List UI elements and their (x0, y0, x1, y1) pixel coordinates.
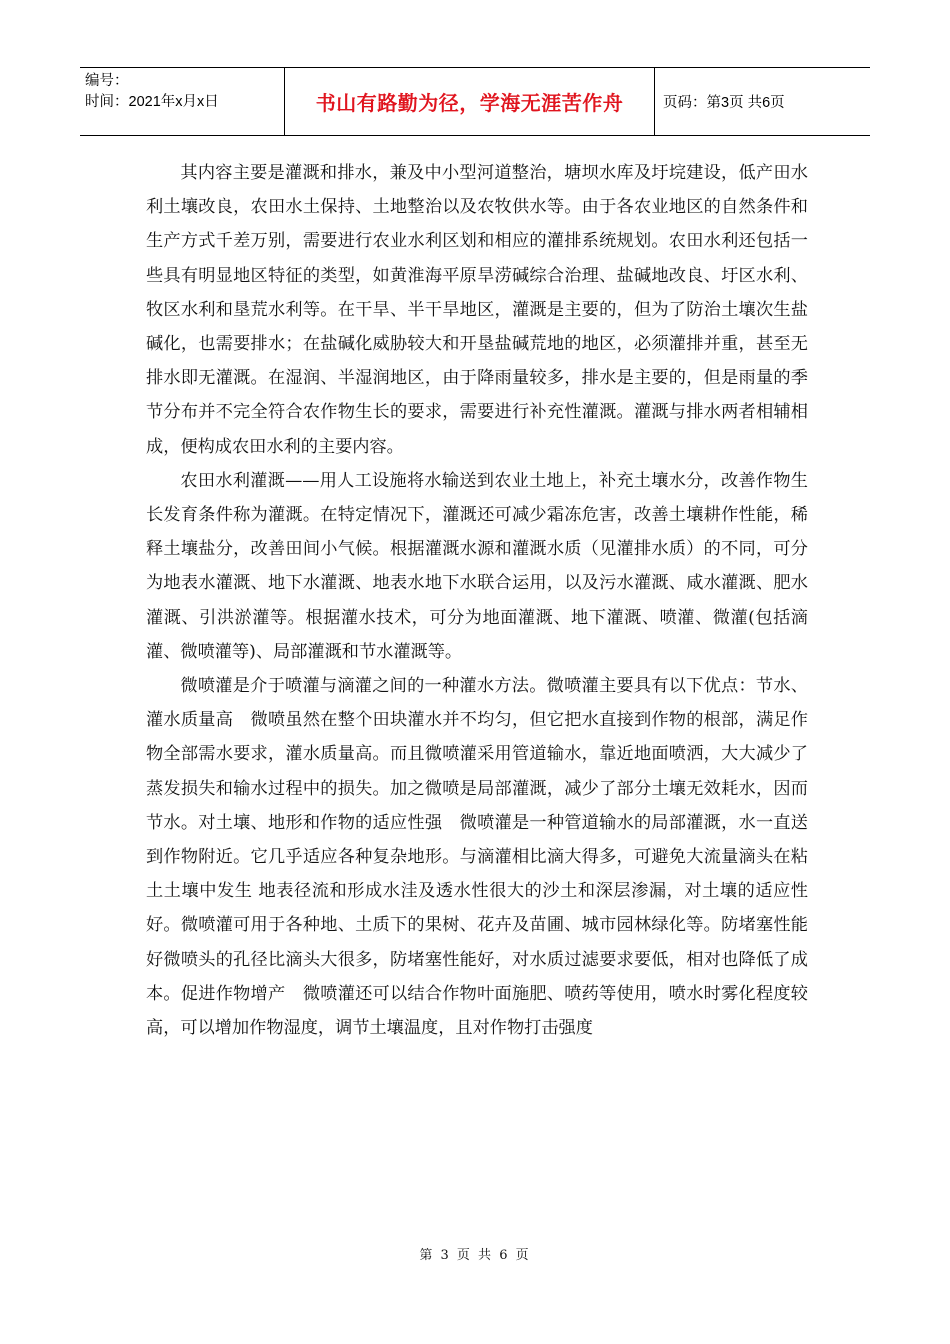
date-label: 时间：2021年x月x日 (85, 94, 219, 110)
header-motto: 书山有路勤为径，学海无涯苦作舟 (285, 68, 655, 135)
paragraph: 微喷灌是介于喷灌与滴灌之间的一种灌水方法。微喷灌主要具有以下优点：节水、灌水质量高 微喷虽然在整个田块灌水并不均匀，但它把水直接到作物的根部，满足作物全部需水要求，灌水质量高。而且微喷灌采用管道输水，靠近地面喷洒，大大减少了蒸发损失和输水过程中的损失。加之微喷是局部灌溉，减少了部分土壤无效耗水，因而节水。对土壤、地形和作物的适应性强 微喷灌是一种管道输水的局部灌溉，水一直送到作物附近。它几乎适应各种复杂地形。与滴灌相比滴大得多，可避免大流量滴头在粘土土壤中发生 地表径流和形成水洼及透水性很大的沙土和深层渗漏，对土壤的适应性好。微喷灌可用于各种地、土质下的果树、花卉及苗圃、城市园林绿化等。防堵塞性能好微喷头的孔径比滴头大很多，防堵塞性能好，对水质过滤要求要低，相对也降低了成本。促进作物增产 微喷灌还可以结合作物叶面施肥、喷药等使用，喷水时雾化程度较高，可以增加作物湿度，调节土壤温度，且对作物打击强度 (146, 676, 808, 1039)
document-body (146, 156, 808, 1045)
code-label: 编号： (85, 73, 129, 89)
header-page-info: 页码：第3页 共6页 (663, 95, 785, 111)
paragraph: 其内容主要是灌溉和排水，兼及中小型河道整治，塘坝水库及圩垸建设，低产田水利土壤改良，农田水土保持、土地整治以及农牧供水等。由于各农业地区的自然条件和生产方式千差万别，需要进行农业水利区划和相应的灌排系统规划。农田水利还包括一些具有明显地区特征的类型，如黄淮海平原旱涝碱综合治理、盐碱地改良、圩区水利、牧区水利和垦荒水利等。在干旱、半干旱地区，灌溉是主要的，但为了防治土壤次生盐碱化，也需要排水；在盐碱化威胁较大和开垦盐碱荒地的地区，必须灌排并重，甚至无排水即无灌溉。在湿润、半湿润地区，由于降雨量较多，排水是主要的，但是雨量的季节分布并不完全符合农作物生长的要求，需要进行补充性灌溉。灌溉与排水两者相辅相成，便构成农田水利的主要内容。 (146, 163, 808, 457)
paragraph: 农田水利灌溉——用人工设施将水输送到农业土地上，补充土壤水分，改善作物生长发育条件称为灌溉。在特定情况下，灌溉还可减少霜冻危害，改善土壤耕作性能，稀释土壤盐分，改善田间小气候。根据灌溉水源和灌溉水质（见灌排水质）的不同，可分为地表水灌溉、地下水灌溉、地表水地下水联合运用，以及污水灌溉、咸水灌溉、肥水灌溉、引洪淤灌等。根据灌水技术，可分为地面灌溉、地下灌溉、喷灌、微灌(包括滴灌、微喷灌等)、局部灌溉和节水灌溉等。 (146, 470, 808, 662)
page-header (80, 67, 870, 136)
header-meta (80, 68, 285, 135)
page-footer: 第 3 页 共 6 页 (419, 1248, 531, 1263)
